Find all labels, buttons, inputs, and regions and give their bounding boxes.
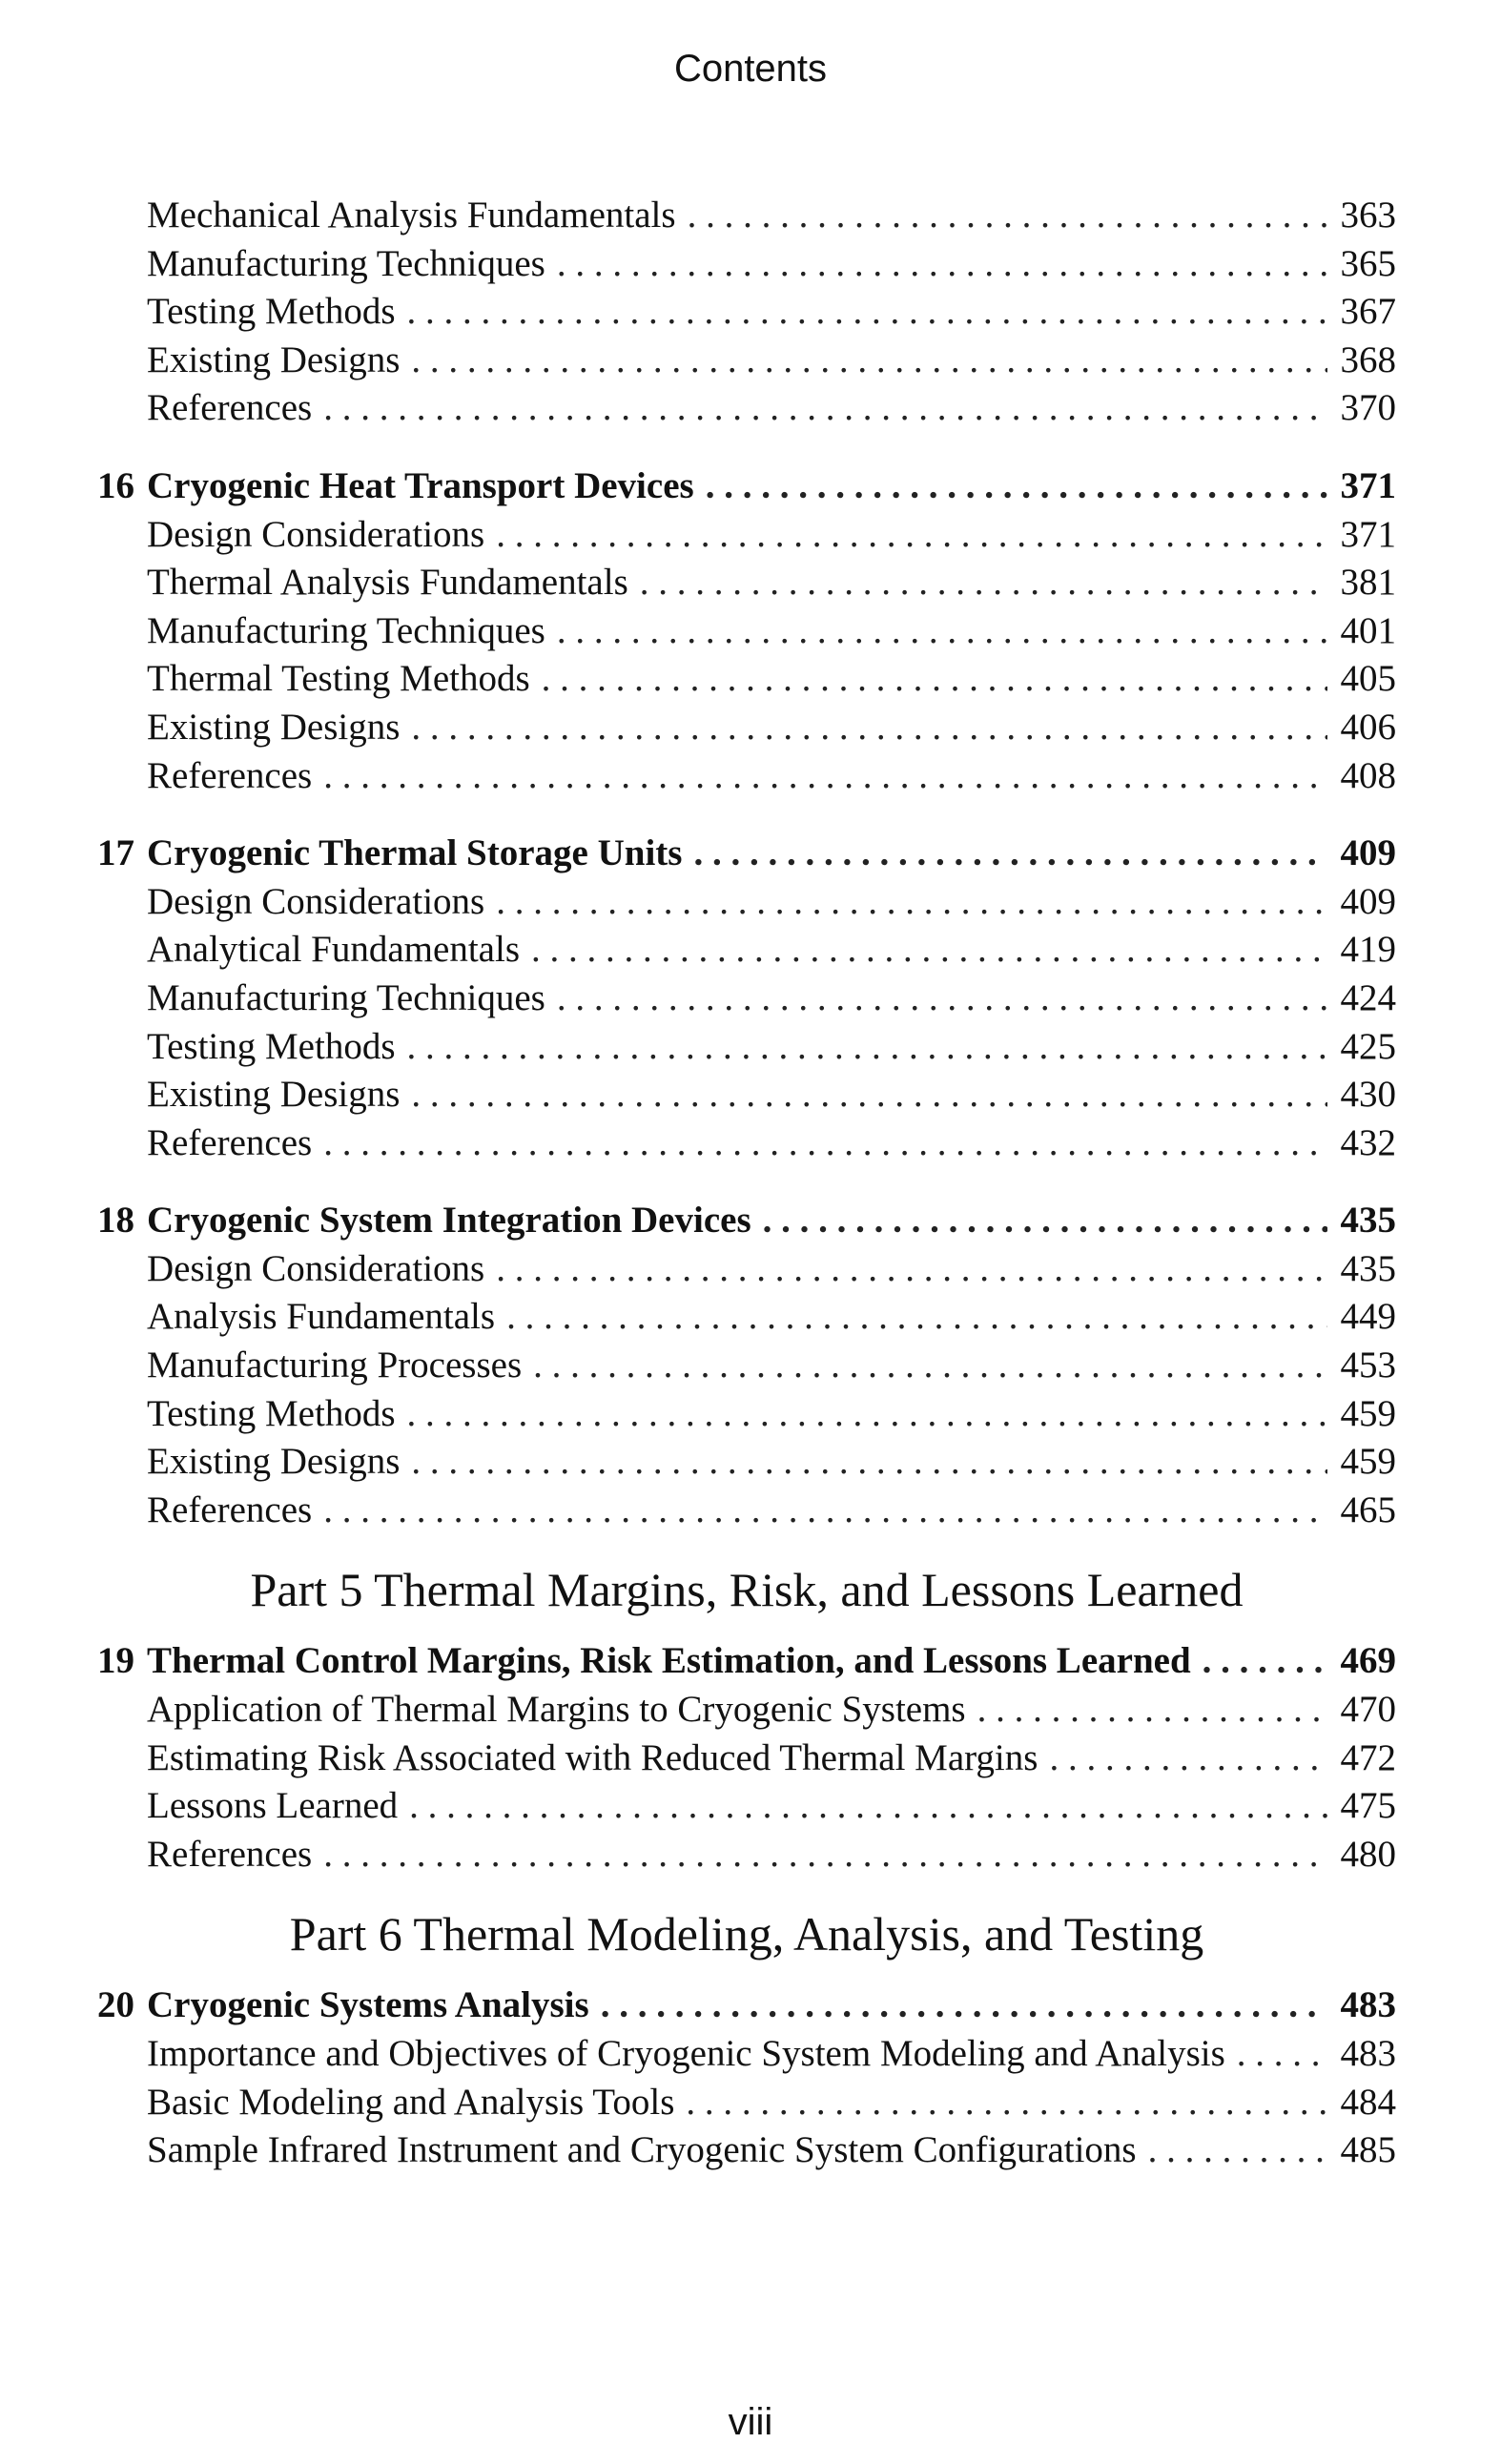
- toc-entry-page: 430: [1340, 1074, 1396, 1116]
- toc-entry[interactable]: [97, 1390, 1396, 1439]
- toc-entry-page: 480: [1340, 1833, 1396, 1875]
- dot-leader: [496, 511, 1326, 560]
- toc-entry-title: Analysis Fundamentals: [147, 1296, 496, 1338]
- toc-entry-title: Manufacturing Techniques: [147, 242, 545, 284]
- toc-entry[interactable]: [97, 2030, 1396, 2079]
- toc-entry[interactable]: [97, 1735, 1396, 1783]
- toc-entry-page: 484: [1340, 2081, 1396, 2123]
- toc-entry-title: Design Considerations: [147, 1247, 485, 1289]
- toc-entry-page: 370: [1340, 387, 1396, 429]
- dot-leader: [323, 752, 1326, 801]
- chapter-page: 435: [1340, 1200, 1396, 1242]
- toc-entry-page: 459: [1340, 1441, 1396, 1483]
- toc-entry[interactable]: [97, 1782, 1396, 1831]
- dot-leader: [686, 2079, 1326, 2127]
- dot-leader: [323, 1487, 1326, 1535]
- toc-entry-title: Manufacturing Techniques: [147, 609, 545, 651]
- toc-entry-page: 470: [1340, 1689, 1396, 1731]
- dot-leader: [601, 1981, 1327, 2030]
- toc-entry-page: 401: [1340, 609, 1396, 651]
- toc-entry[interactable]: [97, 2079, 1396, 2127]
- chapter-title: Cryogenic Thermal Storage Units: [147, 832, 683, 874]
- toc-entry-title: Manufacturing Techniques: [147, 976, 545, 1018]
- toc-entry[interactable]: [97, 1071, 1396, 1119]
- dot-leader: [407, 288, 1327, 337]
- toc-entry-title: References: [147, 387, 313, 429]
- part-5-heading: Part 5 Thermal Margins, Risk, and Lessons Learned: [250, 1563, 1244, 1617]
- toc-entry-page: 368: [1340, 339, 1396, 380]
- toc-entry[interactable]: [97, 1023, 1396, 1072]
- toc-entry[interactable]: [97, 975, 1396, 1023]
- dot-leader: [1237, 2030, 1327, 2079]
- toc-entry-page: 405: [1340, 658, 1396, 700]
- toc-entry-title: Thermal Testing Methods: [147, 658, 530, 700]
- toc-chapter-17[interactable]: [97, 830, 1396, 878]
- toc-entry[interactable]: [97, 1293, 1396, 1342]
- chapter-number: 19: [97, 1640, 134, 1682]
- chapter-page: 371: [1340, 464, 1396, 506]
- toc-entry[interactable]: [97, 607, 1396, 656]
- chapter-page: 409: [1340, 832, 1396, 874]
- toc-entry-title: Analytical Fundamentals: [147, 929, 520, 971]
- toc-entry[interactable]: [97, 752, 1396, 801]
- dot-leader: [557, 975, 1327, 1023]
- dot-leader: [409, 1782, 1326, 1831]
- dot-leader: [693, 830, 1326, 878]
- dot-leader: [1203, 1637, 1327, 1686]
- toc-entry[interactable]: [97, 926, 1396, 975]
- toc-chapter-18[interactable]: [97, 1197, 1396, 1245]
- toc-entry-title: Testing Methods: [147, 1025, 396, 1067]
- part-6-heading: Part 6 Thermal Modeling, Analysis, and Testing: [289, 1907, 1204, 1961]
- chapter-title: Thermal Control Margins, Risk Estimation, and Lessons Learned: [147, 1640, 1191, 1682]
- toc-entry-title: Design Considerations: [147, 513, 485, 555]
- toc-entry-title: Application of Thermal Margins to Cryogenic Systems: [147, 1689, 966, 1731]
- toc-entry[interactable]: [97, 1831, 1396, 1879]
- toc-entry-page: 367: [1340, 291, 1396, 333]
- toc-entry[interactable]: [97, 1686, 1396, 1735]
- toc-entry-page: 408: [1340, 754, 1396, 796]
- toc-entry-title: Existing Designs: [147, 1441, 401, 1483]
- toc-entry-title: References: [147, 1489, 313, 1530]
- toc-entry-title: Basic Modeling and Analysis Tools: [147, 2081, 675, 2123]
- chapter-number: 20: [97, 1984, 134, 2026]
- dot-leader: [1049, 1735, 1326, 1783]
- dot-leader: [557, 240, 1327, 289]
- dot-leader: [323, 1119, 1326, 1168]
- toc-entry-title: Mechanical Analysis Fundamentals: [147, 195, 676, 236]
- toc-entry-page: 363: [1340, 195, 1396, 236]
- toc-entry-page: 465: [1340, 1489, 1396, 1530]
- toc-entry-title: Thermal Analysis Fundamentals: [147, 562, 628, 604]
- toc-chapter-20[interactable]: [97, 1981, 1396, 2030]
- dot-leader: [411, 1071, 1326, 1119]
- toc-entry-title: Existing Designs: [147, 339, 401, 380]
- table-of-contents: [97, 192, 1396, 2175]
- dot-leader: [411, 337, 1326, 385]
- dot-leader: [323, 384, 1326, 433]
- chapter-page: 469: [1340, 1640, 1396, 1682]
- dot-leader: [506, 1293, 1326, 1342]
- dot-leader: [542, 655, 1327, 704]
- toc-entry[interactable]: [97, 337, 1396, 385]
- toc-entry[interactable]: [97, 192, 1396, 240]
- toc-entry-page: 483: [1340, 2033, 1396, 2074]
- chapter-title: Cryogenic Systems Analysis: [147, 1984, 589, 2026]
- dot-leader: [533, 1342, 1326, 1390]
- toc-entry-title: Testing Methods: [147, 1392, 396, 1434]
- dot-leader: [977, 1686, 1327, 1735]
- toc-entry[interactable]: [97, 240, 1396, 289]
- toc-entry-page: 435: [1340, 1247, 1396, 1289]
- dot-leader: [496, 878, 1326, 927]
- toc-entry-page: 424: [1340, 976, 1396, 1018]
- chapter-number: 16: [97, 464, 134, 506]
- toc-entry-title: References: [147, 1833, 313, 1875]
- toc-entry-title: Importance and Objectives of Cryogenic System Modeling and Analysis: [147, 2033, 1225, 2074]
- dot-leader: [640, 559, 1327, 607]
- toc-entry-title: References: [147, 754, 313, 796]
- dot-leader: [557, 607, 1327, 656]
- dot-leader: [1148, 2126, 1327, 2175]
- toc-entry-page: 459: [1340, 1392, 1396, 1434]
- dot-leader: [531, 926, 1327, 975]
- page-number: viii: [728, 2401, 773, 2443]
- toc-entry-page: 406: [1340, 706, 1396, 748]
- toc-entry[interactable]: [97, 704, 1396, 752]
- chapter-page: 483: [1340, 1984, 1396, 2026]
- dot-leader: [496, 1245, 1326, 1294]
- toc-entry-page: 381: [1340, 562, 1396, 604]
- toc-entry[interactable]: [97, 2126, 1396, 2175]
- dot-leader: [411, 1438, 1326, 1487]
- toc-entry-title: Design Considerations: [147, 880, 485, 922]
- toc-entry-title: Estimating Risk Associated with Reduced Thermal Margins: [147, 1736, 1038, 1778]
- toc-chapter-16[interactable]: [97, 462, 1396, 511]
- toc-entry[interactable]: [97, 288, 1396, 337]
- dot-leader: [688, 192, 1327, 240]
- dot-leader: [407, 1390, 1327, 1439]
- toc-entry-title: Manufacturing Processes: [147, 1345, 523, 1386]
- toc-entry-page: 365: [1340, 242, 1396, 284]
- toc-entry[interactable]: [97, 1245, 1396, 1294]
- running-header: Contents: [673, 48, 828, 90]
- chapter-number: 18: [97, 1200, 134, 1242]
- dot-leader: [763, 1197, 1327, 1245]
- toc-entry-page: 419: [1340, 929, 1396, 971]
- toc-entry-page: 409: [1340, 880, 1396, 922]
- toc-entry[interactable]: [97, 1342, 1396, 1390]
- toc-entry-title: Lessons Learned: [147, 1785, 399, 1827]
- toc-entry-title: Testing Methods: [147, 291, 396, 333]
- chapter-title: Cryogenic Heat Transport Devices: [147, 464, 694, 506]
- toc-entry-title: Existing Designs: [147, 706, 401, 748]
- dot-leader: [411, 704, 1326, 752]
- toc-entry-title: Sample Infrared Instrument and Cryogenic System Configurations: [147, 2129, 1137, 2171]
- dot-leader: [323, 1831, 1326, 1879]
- toc-entry[interactable]: [97, 655, 1396, 704]
- dot-leader: [407, 1023, 1327, 1072]
- toc-entry[interactable]: [97, 1119, 1396, 1168]
- toc-entry-page: 432: [1340, 1121, 1396, 1163]
- toc-entry[interactable]: [97, 878, 1396, 927]
- dot-leader: [706, 462, 1327, 511]
- toc-entry-page: 425: [1340, 1025, 1396, 1067]
- toc-entry-page: 472: [1340, 1736, 1396, 1778]
- toc-entry-page: 475: [1340, 1785, 1396, 1827]
- chapter-number: 17: [97, 832, 134, 874]
- chapter-title: Cryogenic System Integration Devices: [147, 1200, 751, 1242]
- toc-entry[interactable]: [97, 1438, 1396, 1487]
- toc-entry-page: 449: [1340, 1296, 1396, 1338]
- toc-entry[interactable]: [97, 1487, 1396, 1535]
- toc-entry[interactable]: [97, 559, 1396, 607]
- toc-entry-page: 485: [1340, 2129, 1396, 2171]
- toc-entry-title: References: [147, 1121, 313, 1163]
- toc-entry-title: Existing Designs: [147, 1074, 401, 1116]
- toc-entry-page: 371: [1340, 513, 1396, 555]
- toc-entry[interactable]: [97, 511, 1396, 560]
- toc-entry-page: 453: [1340, 1345, 1396, 1386]
- toc-entry[interactable]: [97, 384, 1396, 433]
- toc-chapter-19[interactable]: [97, 1637, 1396, 1686]
